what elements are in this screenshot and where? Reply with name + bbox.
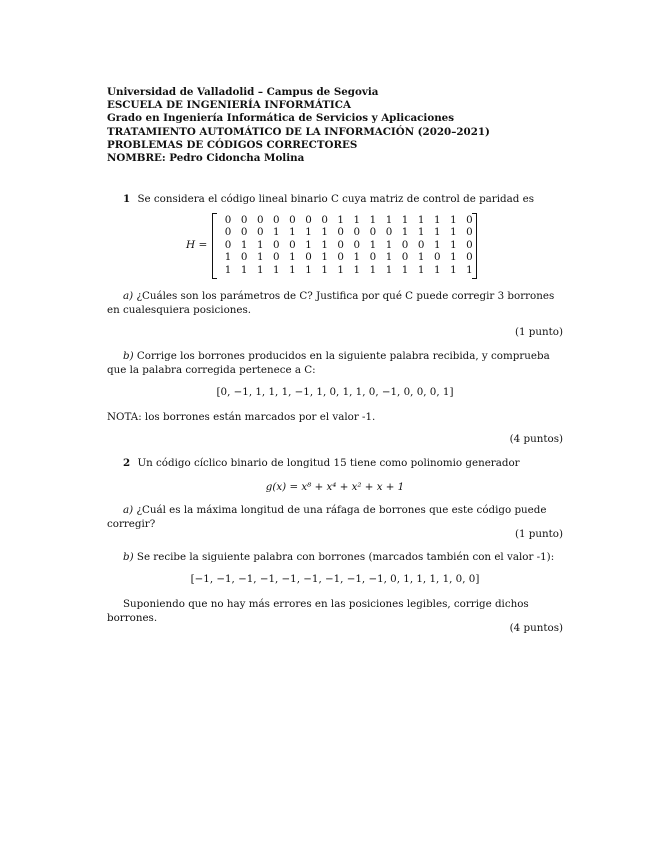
matrix-cell: 1 bbox=[450, 214, 457, 226]
matrix-cell: 1 bbox=[289, 226, 296, 239]
matrix-cell: 1 bbox=[401, 214, 409, 226]
problem-1-intro bbox=[107, 192, 563, 206]
problem-2b-points: (4 puntos) bbox=[509, 622, 563, 634]
problem-1-intro-text: Se considera el código lineal binario C cuya matriz de control de paridad es bbox=[137, 193, 534, 205]
header-course: TRATAMIENTO AUTOMÁTICO DE LA INFORMACIÓN (2020–2021) bbox=[107, 125, 490, 138]
matrix-cell: 1 bbox=[353, 251, 361, 264]
matrix-cell: 1 bbox=[369, 214, 377, 226]
matrix-cell: 0 bbox=[385, 226, 393, 239]
matrix-cell: 0 bbox=[466, 214, 473, 226]
problem-2a-label: a) bbox=[123, 504, 134, 516]
problem-2b-text: Se recibe la siguiente palabra con borrones (marcados también con el valor -1): bbox=[136, 551, 555, 563]
problem-1b-text: Corrige los borrones producidos en la siguiente palabra recibida, y comprueba que la palabra corregida pertenece a C: bbox=[107, 350, 550, 376]
matrix-cell: 1 bbox=[417, 226, 425, 239]
header-university: Universidad de Valladolid – Campus de Segovia bbox=[107, 86, 379, 98]
matrix-cell: 0 bbox=[369, 226, 377, 239]
matrix-row bbox=[220, 214, 478, 226]
matrix-cell: 1 bbox=[369, 263, 377, 276]
matrix-cell: 1 bbox=[321, 251, 328, 264]
problem-1a-text: ¿Cuáles son los parámetros de C? Justifica por qué C puede corregir 3 borrones en cualesquiera posiciones. bbox=[107, 290, 555, 316]
matrix-cell: 1 bbox=[240, 263, 248, 276]
matrix-cell: 0 bbox=[289, 214, 296, 226]
matrix-cell: 1 bbox=[385, 263, 393, 276]
problem-2b-label: b) bbox=[123, 551, 134, 563]
matrix-cell: 1 bbox=[417, 214, 425, 226]
matrix-cell: 1 bbox=[256, 263, 264, 276]
matrix-cell: 0 bbox=[353, 226, 361, 239]
matrix-cell: 0 bbox=[273, 251, 280, 264]
matrix-cell: 1 bbox=[224, 251, 232, 264]
matrix-cell: 0 bbox=[466, 238, 473, 251]
matrix-cell: 0 bbox=[466, 226, 473, 239]
matrix-cell: 0 bbox=[466, 251, 473, 264]
matrix-cell: 1 bbox=[305, 226, 312, 239]
problem-1a bbox=[107, 289, 563, 317]
matrix-cell: 0 bbox=[224, 214, 232, 226]
matrix-cell: 0 bbox=[401, 238, 409, 251]
problem-1b-word: [0, −1, 1, 1, 1, −1, 1, 0, 1, 1, 0, −1, 0, 0, 0, 1] bbox=[216, 386, 454, 398]
document-header bbox=[107, 86, 567, 165]
matrix-cell: 1 bbox=[385, 214, 393, 226]
problem-1a-points: (1 punto) bbox=[514, 326, 563, 338]
matrix-cell: 0 bbox=[321, 214, 328, 226]
matrix-cell: 0 bbox=[433, 251, 441, 264]
matrix-cell: 1 bbox=[353, 263, 361, 276]
matrix-cell: 0 bbox=[256, 214, 264, 226]
matrix-cell: 1 bbox=[385, 238, 393, 251]
matrix-cell: 1 bbox=[305, 263, 312, 276]
matrix-row bbox=[220, 264, 478, 276]
matrix-cell: 0 bbox=[224, 226, 232, 239]
problem-2b-note: Suponiendo que no hay más errores en las posiciones legibles, corrige dichos borrones. bbox=[107, 598, 529, 624]
matrix-cell: 1 bbox=[273, 263, 280, 276]
matrix-cell: 0 bbox=[273, 214, 280, 226]
problem-2-intro-text: Un código cíclico binario de longitud 15 tiene como polinomio generador bbox=[137, 457, 520, 469]
matrix-cell: 0 bbox=[289, 238, 296, 251]
matrix-cell: 1 bbox=[289, 263, 296, 276]
matrix-label: H = bbox=[186, 239, 208, 251]
matrix-table bbox=[220, 214, 478, 276]
matrix-cell: 1 bbox=[321, 238, 328, 251]
matrix-cell: 0 bbox=[305, 214, 312, 226]
matrix-cell: 1 bbox=[289, 251, 296, 264]
matrix-cell: 0 bbox=[273, 238, 280, 251]
matrix-cell: 1 bbox=[450, 238, 457, 251]
matrix-cell: 1 bbox=[353, 214, 361, 226]
matrix-cell: 1 bbox=[337, 263, 344, 276]
matrix-row bbox=[220, 239, 478, 251]
matrix-cell: 1 bbox=[433, 238, 441, 251]
matrix-cell: 1 bbox=[433, 263, 441, 276]
problem-1a-label: a) bbox=[123, 290, 134, 302]
matrix-row bbox=[220, 226, 478, 238]
problem-1b-points: (4 puntos) bbox=[509, 433, 563, 445]
matrix-cell: 0 bbox=[337, 251, 344, 264]
matrix-cell: 1 bbox=[305, 238, 312, 251]
matrix-cell: 1 bbox=[256, 238, 264, 251]
parity-check-matrix bbox=[186, 213, 486, 279]
matrix-cell: 1 bbox=[337, 214, 344, 226]
matrix-cell: 0 bbox=[224, 238, 232, 251]
matrix-cell: 0 bbox=[240, 251, 248, 264]
matrix-cell: 1 bbox=[450, 226, 457, 239]
matrix-cell: 1 bbox=[385, 251, 393, 264]
matrix-cell: 1 bbox=[466, 263, 473, 276]
matrix-cell: 1 bbox=[273, 226, 280, 239]
problem-2a-text: ¿Cuál es la máxima longitud de una ráfaga de borrones que este código puede corregir? bbox=[107, 504, 547, 530]
problem-1b-label: b) bbox=[123, 350, 134, 362]
matrix-cell: 1 bbox=[401, 263, 409, 276]
matrix-cell: 1 bbox=[240, 238, 248, 251]
matrix-right-bracket bbox=[472, 213, 477, 279]
problem-1-number: 1 bbox=[123, 193, 131, 205]
matrix-cell: 0 bbox=[240, 226, 248, 239]
header-student-name: NOMBRE: Pedro Cidoncha Molina bbox=[107, 152, 305, 165]
matrix-cell: 1 bbox=[417, 263, 425, 276]
matrix-cell: 0 bbox=[337, 238, 344, 251]
matrix-cell: 1 bbox=[433, 214, 441, 226]
matrix-cell: 0 bbox=[401, 251, 409, 264]
matrix-cell: 1 bbox=[321, 226, 328, 239]
matrix-cell: 1 bbox=[417, 251, 425, 264]
problem-2b bbox=[107, 550, 563, 564]
problem-2-number: 2 bbox=[123, 457, 131, 469]
matrix-cell: 0 bbox=[337, 226, 344, 239]
matrix-cell: 0 bbox=[256, 226, 264, 239]
matrix-cell: 0 bbox=[240, 214, 248, 226]
matrix-cell: 0 bbox=[417, 238, 425, 251]
problem-2b-word: [−1, −1, −1, −1, −1, −1, −1, −1, −1, 0, 1, 1, 1, 1, 0, 0] bbox=[190, 573, 480, 585]
generator-polynomial: g(x) = x⁸ + x⁴ + x² + x + 1 bbox=[265, 481, 405, 493]
matrix-cell: 0 bbox=[353, 238, 361, 251]
problem-2-intro bbox=[107, 456, 563, 470]
problem-1b-note: NOTA: los borrones están marcados por el valor -1. bbox=[107, 411, 376, 423]
header-degree: Grado en Ingeniería Informática de Servicios y Aplicaciones bbox=[107, 112, 455, 125]
matrix-cell: 1 bbox=[450, 263, 457, 276]
matrix-cell: 0 bbox=[369, 251, 377, 264]
matrix-cell: 1 bbox=[321, 263, 328, 276]
header-school: ESCUELA DE INGENIERÍA INFORMÁTICA bbox=[107, 99, 351, 112]
matrix-cell: 1 bbox=[401, 226, 409, 239]
matrix-left-bracket bbox=[212, 213, 217, 279]
matrix-row bbox=[220, 251, 478, 263]
matrix-cell: 1 bbox=[450, 251, 457, 264]
matrix-cell: 1 bbox=[256, 251, 264, 264]
matrix-cell: 1 bbox=[224, 263, 232, 276]
matrix-cell: 0 bbox=[305, 251, 312, 264]
problem-2a-points: (1 punto) bbox=[514, 528, 563, 540]
matrix-cell: 1 bbox=[433, 226, 441, 239]
header-topic: PROBLEMAS DE CÓDIGOS CORRECTORES bbox=[107, 138, 358, 151]
matrix-cell: 1 bbox=[369, 238, 377, 251]
problem-1b bbox=[107, 349, 563, 377]
